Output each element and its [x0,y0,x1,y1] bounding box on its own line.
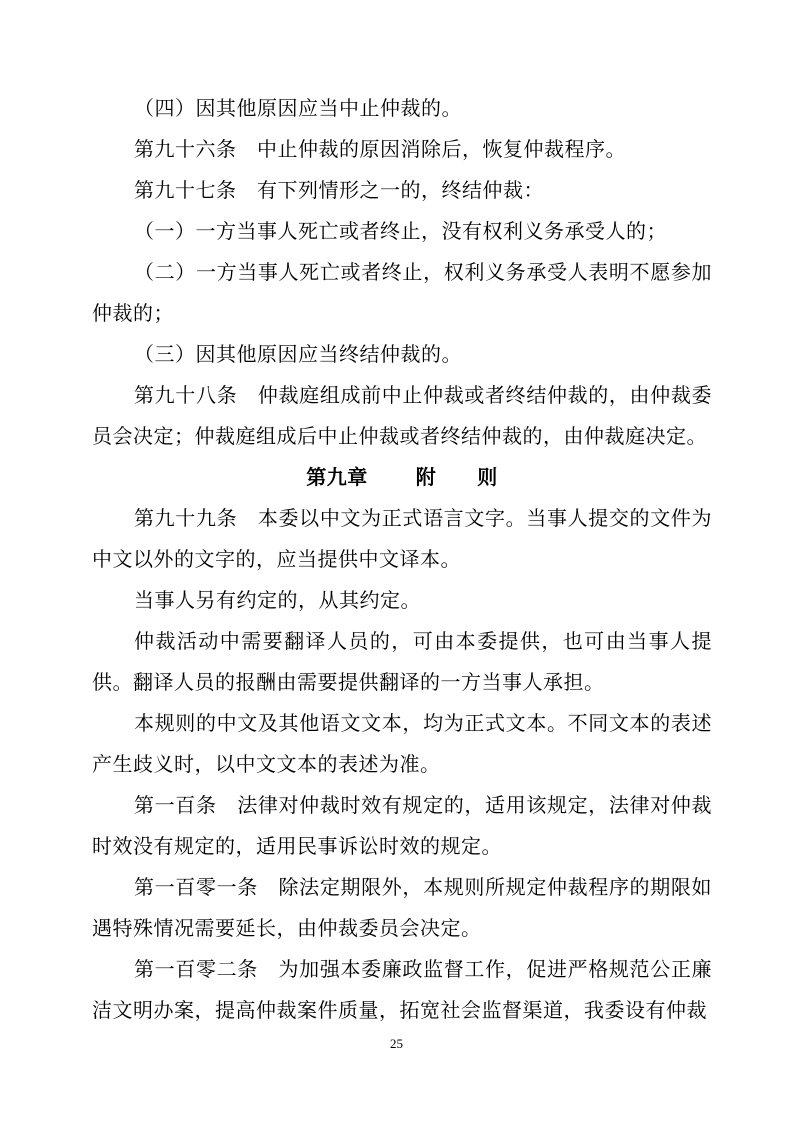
article-99-para-2: 当事人另有约定的，从其约定。 [134,588,421,612]
article-101: 第一百零一条 除法定期限外，本规则所规定仲裁程序的期限如遇特殊情况需要延长，由仲裁委员会决定。 [92,875,712,940]
article-99-para-4: 本规则的中文及其他语文文本，均为正式文本。不同文本的表述产生歧义时，以中文文本的表述为准。 [92,711,712,776]
chapter-number: 第九章 [306,465,368,489]
article-99: 第九十九条 本委以中文为正式语言文字。当事人提交的文件为中文以外的文字的，应当提供中文译本。 [92,506,712,571]
article-98: 第九十八条 仲裁庭组成前中止仲裁或者终结仲裁的，由仲裁委员会决定；仲裁庭组成后中止仲裁或者终结仲裁的，由仲裁庭决定。 [92,383,712,448]
article-100: 第一百条 法律对仲裁时效有规定的，适用该规定，法律对仲裁时效没有规定的，适用民事诉讼时效的规定。 [92,793,712,858]
article-97-item-2: （二）一方当事人死亡或者终止，权利义务承受人表明不愿参加仲裁的； [92,260,712,325]
chapter-heading [92,457,712,498]
document-body [92,88,712,1031]
article-99-para-3: 仲裁活动中需要翻译人员的，可由本委提供，也可由当事人提供。翻译人员的报酬由需要提供翻译的一方当事人承担。 [92,629,712,694]
page-number: 25 [390,1036,403,1051]
article-96: 第九十六条 中止仲裁的原因消除后，恢复仲裁程序。 [134,137,626,161]
chapter-title: 附 则 [415,465,498,489]
paragraph-item-4: （四）因其他原因应当中止仲裁的。 [134,96,462,120]
article-102: 第一百零二条 为加强本委廉政监督工作，促进严格规范公正廉洁文明办案，提高仲裁案件质量，拓宽社会监督渠道，我委设有仲裁 [92,957,712,1022]
article-97-item-1: （一）一方当事人死亡或者终止，没有权利义务承受人的； [134,219,667,243]
article-97: 第九十七条 有下列情形之一的，终结仲裁： [134,178,544,202]
article-97-item-3: （三）因其他原因应当终结仲裁的。 [134,342,462,366]
